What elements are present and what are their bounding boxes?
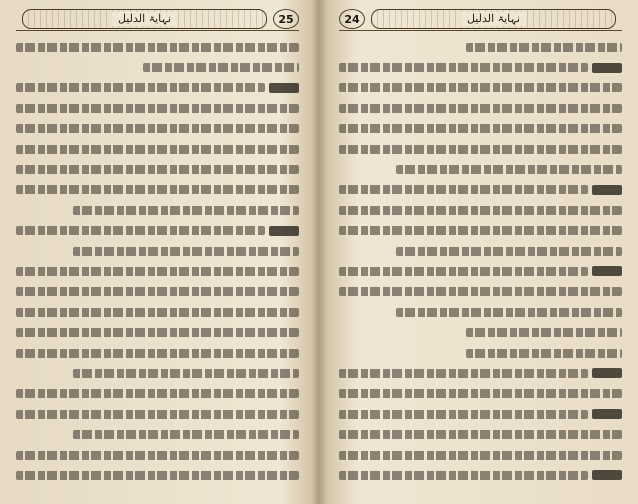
right-page-header (339, 8, 622, 31)
text-line (16, 37, 299, 57)
right-page-number: 24 (339, 9, 365, 29)
text-line (339, 384, 622, 404)
text-line (16, 119, 299, 139)
left-header-banner (22, 9, 267, 29)
text-line (339, 221, 622, 241)
text-line (16, 282, 299, 302)
left-header-title: نہایۃ الدلیل (112, 12, 177, 26)
left-page-text (16, 37, 299, 486)
text-line (339, 322, 622, 342)
text-line (16, 445, 299, 465)
text-line (16, 159, 299, 179)
text-line (16, 261, 299, 281)
text-line (339, 302, 622, 322)
right-page (319, 0, 638, 504)
text-line (339, 404, 622, 424)
text-line (16, 322, 299, 342)
text-line (16, 221, 299, 241)
text-line (339, 98, 622, 118)
right-header-title: نہایۃ الدلیل (461, 12, 526, 26)
text-line (339, 139, 622, 159)
text-line (16, 78, 299, 98)
text-line (339, 78, 622, 98)
text-line (339, 261, 622, 281)
left-page-header (16, 8, 299, 31)
text-line (16, 465, 299, 485)
text-line (339, 37, 622, 57)
text-line (339, 180, 622, 200)
text-line (339, 465, 622, 485)
text-line (339, 200, 622, 220)
text-line (339, 241, 622, 261)
text-line (339, 445, 622, 465)
text-line (16, 98, 299, 118)
text-line (339, 343, 622, 363)
text-line (16, 180, 299, 200)
right-page-text (339, 37, 622, 486)
text-line (16, 404, 299, 424)
text-line (16, 200, 299, 220)
text-line (339, 424, 622, 444)
left-page-number: 25 (273, 9, 299, 29)
text-line (16, 424, 299, 444)
text-line (339, 119, 622, 139)
text-line (16, 384, 299, 404)
text-line (16, 302, 299, 322)
text-line (339, 159, 622, 179)
right-header-banner (371, 9, 616, 29)
text-line (339, 363, 622, 383)
text-line (339, 57, 622, 77)
text-line (339, 282, 622, 302)
text-line (16, 241, 299, 261)
text-line (16, 57, 299, 77)
text-line (16, 363, 299, 383)
text-line (16, 139, 299, 159)
text-line (16, 343, 299, 363)
